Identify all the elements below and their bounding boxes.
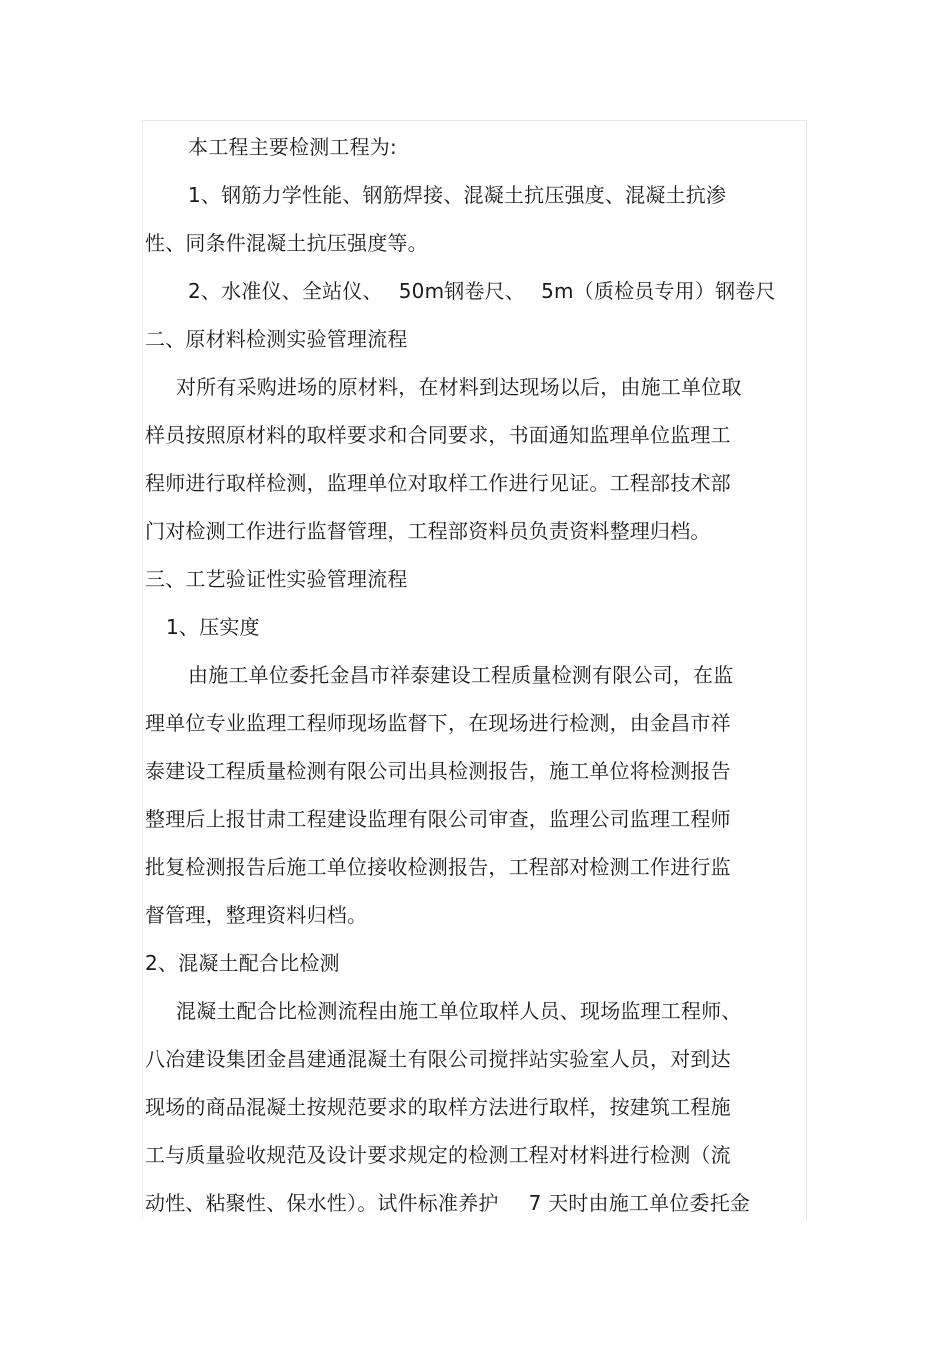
- section-2-para-line-4: 门对检测工作进行监督管理，工程部资料员负责资料整理归档。: [145, 519, 711, 543]
- subsection-1-para-line-2: 理单位专业监理工程师现场监督下，在现场进行检测，由金昌市祥: [145, 711, 731, 735]
- section-2-heading: 二、原材料检测实验管理流程: [145, 327, 408, 351]
- section-3-heading: 三、工艺验证性实验管理流程: [145, 567, 408, 591]
- section-2-para-line-1: 对所有采购进场的原材料，在材料到达现场以后，由施工单位取: [176, 375, 742, 399]
- subsection-1-heading: 1、压实度: [166, 615, 260, 639]
- subsection-2-para-line-5-part-2: 7 天时由施工单位委托金: [528, 1191, 751, 1215]
- section-2-para-line-2: 样员按照原材料的取样要求和合同要求，书面通知监理单位监理工: [145, 423, 731, 447]
- subsection-1-para-line-3: 泰建设工程质量检测有限公司出具检测报告，施工单位将检测报告: [145, 759, 731, 783]
- item-1-line-2: 性、同条件混凝土抗压强度等。: [145, 231, 428, 255]
- item-2-tape-5m: 5m（质检员专用）钢卷尺: [541, 279, 776, 303]
- section-2-para-line-3: 程师进行取样检测，监理单位对取样工作进行见证。工程部技术部: [145, 471, 731, 495]
- subsection-1-para-line-1: 由施工单位委托金昌市祥泰建设工程质量检测有限公司，在监: [188, 663, 734, 687]
- subsection-2-para-line-4: 工与质量验收规范及设计要求规定的检测工程对材料进行检测（流: [145, 1143, 731, 1167]
- subsection-2-para-line-2: 八冶建设集团金昌建通混凝土有限公司搅拌站实验室人员，对到达: [145, 1047, 731, 1071]
- intro-line: 本工程主要检测工程为:: [188, 135, 397, 159]
- subsection-2-para-line-3: 现场的商品混凝土按规范要求的取样方法进行取样，按建筑工程施: [145, 1095, 731, 1119]
- item-2-tape-50m: 50m钢卷尺、: [398, 279, 526, 303]
- subsection-2-para-line-1: 混凝土配合比检测流程由施工单位取样人员、现场监理工程师、: [176, 999, 742, 1023]
- item-2-instruments: 2、水准仪、全站仪、: [188, 279, 383, 303]
- subsection-1-para-line-4: 整理后上报甘肃工程建设监理有限公司审查，监理公司监理工程师: [145, 807, 731, 831]
- subsection-2-heading: 2、混凝土配合比检测: [145, 951, 340, 975]
- item-2-line: [188, 271, 776, 311]
- item-1-line-1: 1、钢筋力学性能、钢筋焊接、混凝土抗压强度、混凝土抗渗: [188, 183, 727, 207]
- subsection-2-para-line-5: [145, 1183, 750, 1223]
- subsection-1-para-line-6: 督管理，整理资料归档。: [145, 903, 368, 927]
- subsection-1-para-line-5: 批复检测报告后施工单位接收检测报告，工程部对检测工作进行监: [145, 855, 731, 879]
- subsection-2-para-line-5-part-1: 动性、粘聚性、保水性）。试件标准养护: [145, 1191, 499, 1215]
